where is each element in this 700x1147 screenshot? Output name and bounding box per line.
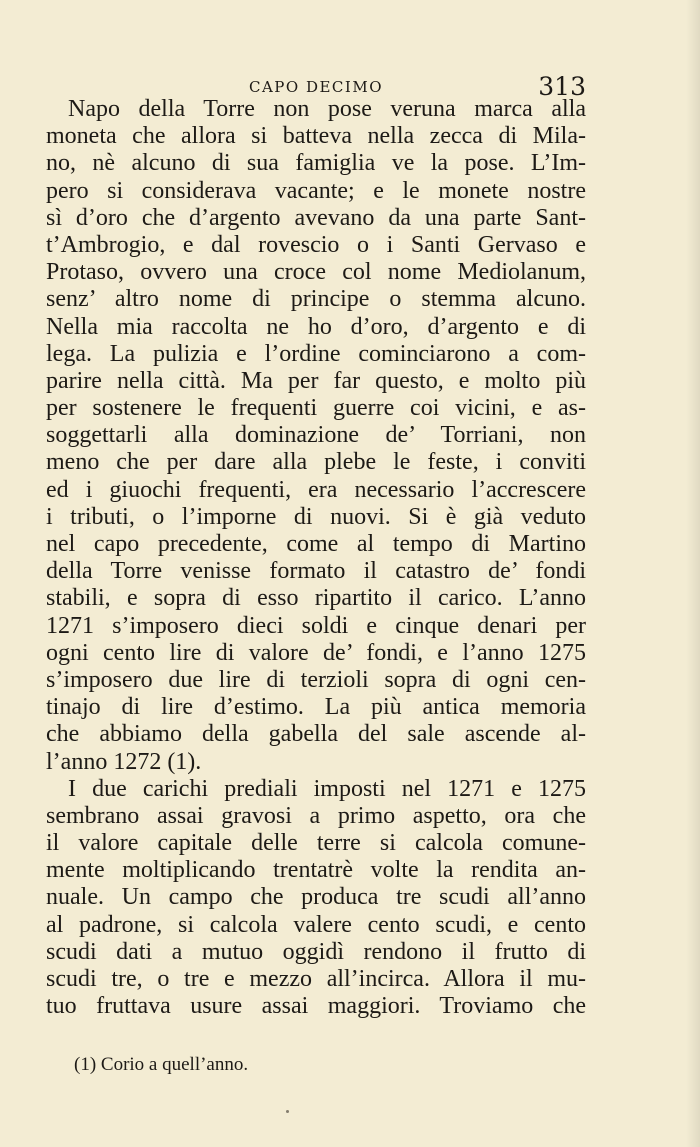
text-line: Napo della Torre non pose veruna marca alla [68, 96, 586, 122]
text-line: pero si considerava vacante; e le monete nostre [46, 177, 586, 204]
text-line: mente moltiplicando trentatrè volte la rendita an- [46, 857, 586, 884]
text-line: nel capo precedente, come al tempo di Martino [46, 531, 586, 557]
text-line: per sostenere le frequenti guerre coi vicini, e as- [46, 395, 586, 422]
text-line: moneta che allora si batteva nella zecca di Mila- [46, 123, 586, 150]
text-line: lega. La pulizia e l’ordine cominciarono a com- [46, 340, 586, 367]
text-line: t’Ambrogio, e dal rovescio o i Santi Gervaso e [46, 231, 586, 258]
text-line: al padrone, si calcola valere cento scudi, e cento [46, 911, 586, 938]
text-line: della Torre venisse formato il catastro de’ fondi [46, 558, 586, 585]
text-line: scudi dati a mutuo oggidì rendono il frutto di [46, 938, 586, 965]
text-line: stabili, e sopra di esso ripartito il carico. L’anno [46, 585, 586, 612]
page-number: 313 [538, 72, 586, 101]
text-line: meno che per dare alla plebe le feste, i conviti [46, 449, 586, 476]
text-line: Nella mia raccolta ne ho d’oro, d’argento e di [46, 313, 586, 340]
text-line: soggettarli alla dominazione de’ Torriani, non [46, 422, 586, 449]
text-line: parire nella città. Ma per far questo, e molto più [46, 367, 586, 394]
text-line: scudi tre, o tre e mezzo all’incirca. Allora il mu- [46, 966, 586, 992]
text-line: sembrano assai gravosi a primo aspetto, ora che [46, 802, 586, 829]
text-line: senz’ altro nome di principe o stemma alcuno. [46, 286, 586, 313]
page-edge-shadow [686, 0, 700, 1147]
text-line: che abbiamo della gabella del sale ascende al- [46, 721, 586, 748]
text-line: no, nè alcuno di sua famiglia ve la pose. L’Im- [46, 150, 586, 177]
text-line: sì d’oro che d’argento avevano da una parte Sant- [46, 204, 586, 231]
text-line: il valore capitale delle terre si calcola comune- [46, 830, 586, 857]
text-line: 1271 s’imposero dieci soldi e cinque denari per [46, 612, 586, 639]
text-line: l’anno 1272 (1). [46, 748, 202, 775]
text-line: Protaso, ovvero una croce col nome Mediolanum, [46, 259, 586, 286]
text-line: tinajo di lire d’estimo. La più antica memoria [46, 694, 586, 721]
text-line: s’imposero due lire di terzioli sopra di ogni cen- [46, 666, 586, 693]
text-line: ed i giuochi frequenti, era necessario l’accrescere [46, 476, 586, 503]
text-line: ogni cento lire di valore de’ fondi, e l’anno 1275 [46, 639, 586, 666]
body-text [46, 96, 586, 1020]
text-line: nuale. Un campo che produca tre scudi all’anno [46, 884, 586, 911]
running-title: CAPO DECIMO [248, 78, 383, 96]
paper-speck [286, 1110, 289, 1113]
text-line: tuo fruttava usure assai maggiori. Troviamo che [46, 993, 586, 1020]
footnote: (1) Corio a quell’anno. [74, 1054, 249, 1075]
text-line: i tributi, o l’imporne di nuovi. Si è già veduto [46, 503, 586, 530]
text-line: I due carichi prediali imposti nel 1271 e 1275 [68, 775, 586, 802]
